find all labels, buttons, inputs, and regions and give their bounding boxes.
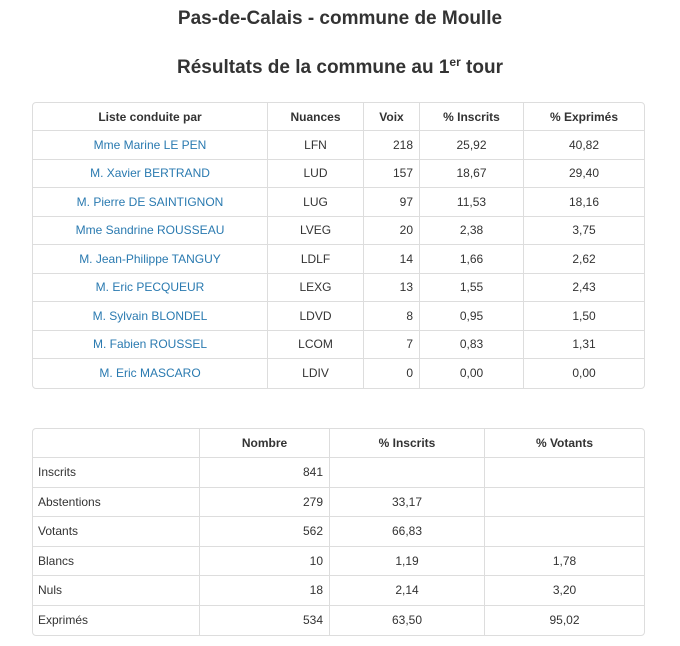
- pct-exprimes-cell: 3,75: [524, 217, 644, 246]
- candidate-cell: [33, 245, 268, 274]
- pct-inscrits-cell: 1,55: [420, 274, 524, 303]
- nuance-cell: LDVD: [268, 302, 364, 331]
- voix-cell: 97: [364, 188, 420, 217]
- voix-cell: 7: [364, 331, 420, 360]
- header-nombre: Nombre: [200, 429, 330, 458]
- pct-votants-cell: 1,78: [485, 547, 644, 577]
- header-empty: [33, 429, 200, 458]
- nombre-cell: 279: [200, 488, 330, 518]
- nuance-cell: LDIV: [268, 359, 364, 388]
- table-row: [33, 302, 644, 331]
- nuance-cell: LUG: [268, 188, 364, 217]
- candidate-link[interactable]: M. Eric PECQUEUR: [95, 280, 205, 295]
- candidate-cell: [33, 217, 268, 246]
- table-row: [33, 217, 644, 246]
- row-label: Exprimés: [33, 606, 200, 636]
- table-row: [33, 517, 644, 547]
- table-row: [33, 331, 644, 360]
- nombre-cell: 10: [200, 547, 330, 577]
- table-row: [33, 547, 644, 577]
- voix-cell: 218: [364, 131, 420, 160]
- pct-inscrits-cell: 25,92: [420, 131, 524, 160]
- pct-exprimes-cell: 1,50: [524, 302, 644, 331]
- pct-votants-cell: [485, 458, 644, 488]
- subtitle-end: tour: [460, 57, 503, 78]
- pct-inscrits-cell: 66,83: [330, 517, 485, 547]
- candidate-cell: [33, 359, 268, 388]
- candidate-link[interactable]: M. Pierre DE SAINTIGNON: [76, 194, 224, 209]
- nombre-cell: 18: [200, 576, 330, 606]
- candidate-cell: [33, 274, 268, 303]
- candidate-link[interactable]: M. Fabien ROUSSEL: [92, 337, 208, 352]
- nuance-cell: LCOM: [268, 331, 364, 360]
- row-label: Votants: [33, 517, 200, 547]
- nuance-cell: LFN: [268, 131, 364, 160]
- pct-exprimes-cell: 29,40: [524, 160, 644, 189]
- table-row: [33, 274, 644, 303]
- table-row: [33, 160, 644, 189]
- pct-votants-cell: 95,02: [549, 613, 580, 628]
- table-row: [33, 359, 644, 388]
- pct-inscrits-cell: 2,14: [330, 576, 485, 606]
- row-label: Nuls: [33, 576, 200, 606]
- nombre-cell: 841: [200, 458, 330, 488]
- voix-cell: 20: [364, 217, 420, 246]
- pct-votants-cell: 3,20: [485, 576, 644, 606]
- voix-cell: 14: [364, 245, 420, 274]
- table-row: [33, 131, 644, 160]
- pct-votants-cell: [485, 488, 644, 518]
- voix-cell: 157: [364, 160, 420, 189]
- pct-exprimes-cell: 2,62: [524, 245, 644, 274]
- pct-inscrits-cell: 0,00: [420, 359, 524, 388]
- pct-inscrits-cell: 63,50: [330, 606, 485, 636]
- pct-inscrits-cell: [330, 458, 485, 488]
- header-liste: Liste conduite par: [33, 103, 268, 131]
- pct-exprimes-cell: 18,16: [524, 188, 644, 217]
- pct-exprimes-cell: 40,82: [524, 131, 644, 160]
- nombre-cell: 534: [200, 606, 330, 636]
- table-row: [33, 488, 644, 518]
- table-row: [33, 188, 644, 217]
- candidate-cell: [33, 331, 268, 360]
- pct-inscrits-cell: 33,17: [330, 488, 485, 518]
- pct-inscrits-cell: 0,95: [420, 302, 524, 331]
- candidate-link[interactable]: M. Eric MASCARO: [99, 366, 201, 381]
- voix-cell: 8: [364, 302, 420, 331]
- pct-exprimes-cell: 2,43: [524, 274, 644, 303]
- row-label: Abstentions: [33, 488, 200, 518]
- header-pct-votants: % Votants: [485, 429, 644, 458]
- pct-inscrits-cell: 0,83: [420, 331, 524, 360]
- nuance-cell: LVEG: [268, 217, 364, 246]
- candidate-cell: [33, 160, 268, 189]
- nombre-cell: 562: [200, 517, 330, 547]
- pct-inscrits-cell: 2,38: [420, 217, 524, 246]
- candidate-link[interactable]: Mme Marine LE PEN: [93, 137, 207, 152]
- pct-inscrits-cell: 1,66: [420, 245, 524, 274]
- header-pct-inscrits: % Inscrits: [330, 429, 485, 458]
- pct-inscrits-cell: 1,19: [330, 547, 485, 577]
- table-row: [33, 606, 644, 636]
- table-row: [33, 245, 644, 274]
- header-pct-inscrits: % Inscrits: [420, 103, 524, 131]
- results-table: [32, 102, 645, 389]
- table-row: [33, 576, 644, 606]
- nuance-cell: LEXG: [268, 274, 364, 303]
- candidate-link[interactable]: M. Sylvain BLONDEL: [92, 308, 208, 323]
- header-nuances: Nuances: [268, 103, 364, 131]
- pct-exprimes-cell: 1,31: [524, 331, 644, 360]
- table-row: [33, 458, 644, 488]
- page-title: Pas-de-Calais - commune de Moulle: [177, 8, 503, 29]
- candidate-link[interactable]: Mme Sandrine ROUSSEAU: [75, 223, 225, 238]
- subtitle-text: Résultats de la commune au 1: [177, 57, 450, 78]
- pct-inscrits-cell: 18,67: [420, 160, 524, 189]
- results-subtitle: [0, 57, 680, 79]
- header-pct-exprimes: % Exprimés: [524, 103, 644, 131]
- row-label: Blancs: [33, 547, 200, 577]
- participation-table: [32, 428, 645, 636]
- nuance-cell: LDLF: [268, 245, 364, 274]
- participation-header-row: [33, 429, 644, 458]
- candidate-cell: [33, 131, 268, 160]
- voix-cell: 0: [364, 359, 420, 388]
- subtitle-superscript: er: [449, 55, 461, 69]
- candidate-link[interactable]: M. Xavier BERTRAND: [90, 166, 210, 181]
- pct-inscrits-cell: 11,53: [420, 188, 524, 217]
- pct-exprimes-cell: 0,00: [572, 366, 596, 381]
- pct-votants-cell: [485, 517, 644, 547]
- header-voix: Voix: [364, 103, 420, 131]
- row-label: Inscrits: [33, 458, 200, 488]
- voix-cell: 13: [364, 274, 420, 303]
- candidate-cell: [33, 188, 268, 217]
- nuance-cell: LUD: [268, 160, 364, 189]
- results-header-row: [33, 103, 644, 131]
- candidate-link[interactable]: M. Jean-Philippe TANGUY: [79, 251, 221, 266]
- candidate-cell: [33, 302, 268, 331]
